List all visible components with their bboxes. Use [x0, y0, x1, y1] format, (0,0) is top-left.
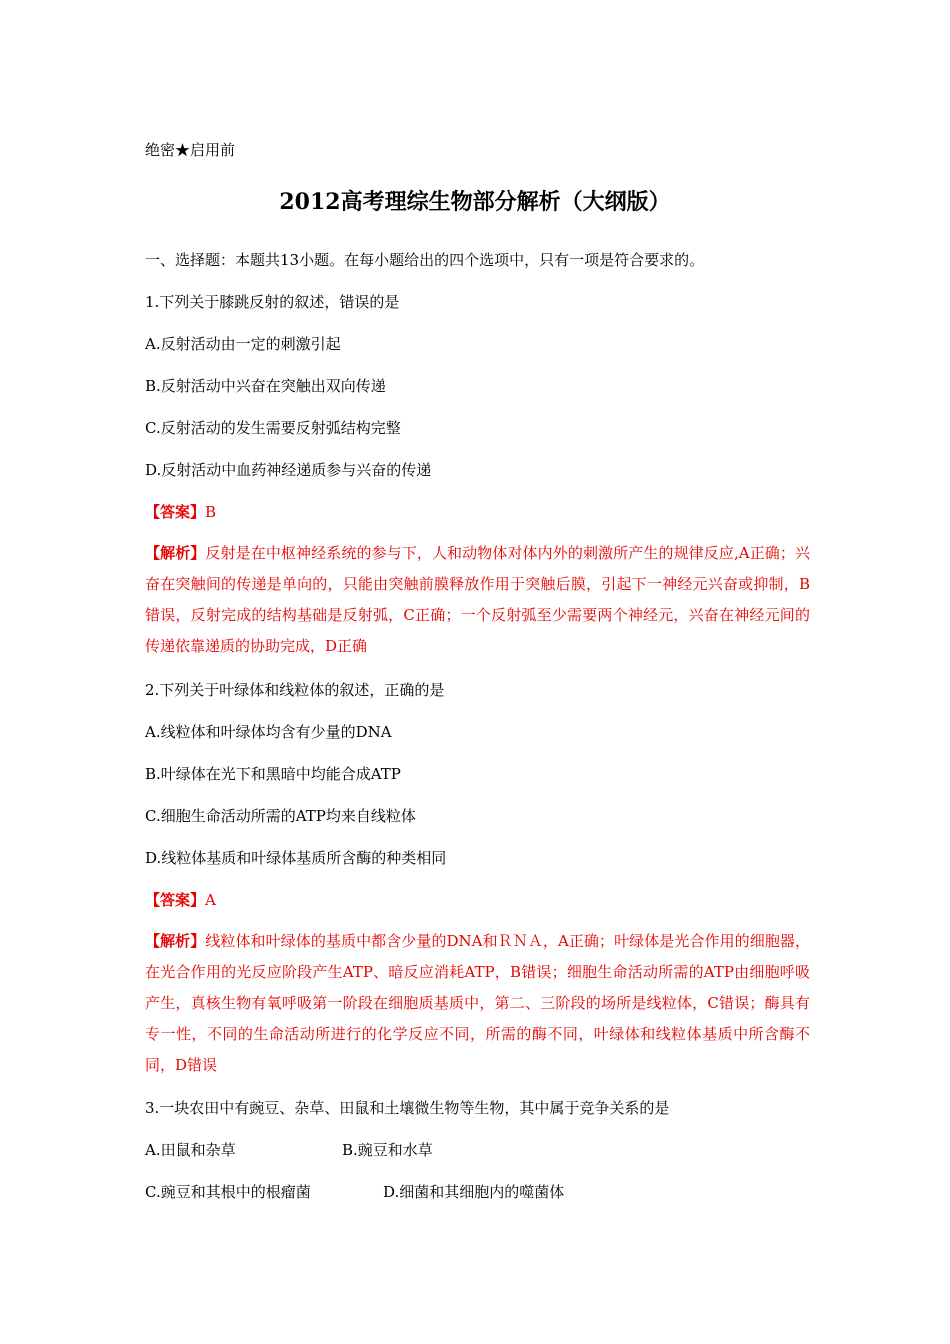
question-2-option-d: D.线粒体基质和叶绿体基质所含酶的种类相同: [145, 849, 447, 867]
question-1-stem: 1.下列关于膝跳反射的叙述，错误的是: [145, 293, 400, 311]
question-1-option-d: D.反射活动中血药神经递质参与兴奋的传递: [145, 461, 432, 479]
analysis-label: 【解析】: [145, 544, 206, 562]
question-1-answer: [145, 502, 216, 522]
question-1-option-b: B.反射活动中兴奋在突触出双向传递: [145, 377, 386, 395]
question-3-option-d: D.细菌和其细胞内的噬菌体: [383, 1183, 565, 1201]
answer-label: 【答案】: [145, 891, 206, 909]
answer-value: B: [205, 503, 217, 521]
question-2-option-c: C.细胞生命活动所需的ATP均来自线粒体: [145, 807, 416, 825]
secret-label: 绝密★启用前: [145, 141, 236, 159]
section-heading: 一、选择题：本题共13小题。在每小题给出的四个选项中，只有一项是符合要求的。: [145, 251, 705, 269]
answer-value: A: [205, 891, 216, 909]
question-3-option-a: A.田鼠和杂草: [145, 1141, 236, 1159]
question-2-answer: [145, 890, 216, 910]
question-1-option-c: C.反射活动的发生需要反射弧结构完整: [145, 419, 401, 437]
answer-label: 【答案】: [145, 503, 206, 521]
question-3-option-b: B.豌豆和水草: [342, 1141, 433, 1159]
analysis-label: 【解析】: [145, 932, 206, 950]
question-2-stem: 2.下列关于叶绿体和线粒体的叙述，正确的是: [145, 681, 445, 699]
question-1-option-a: A.反射活动由一定的刺激引起: [145, 335, 341, 353]
page-title: 2012高考理综生物部分解析（大纲版）: [279, 189, 671, 215]
question-2-option-b: B.叶绿体在光下和黑暗中均能合成ATP: [145, 765, 401, 783]
analysis-text: 线粒体和叶绿体的基质中都含少量的DNA和ＲＮＡ，A正确；叶绿体是光合作用的细胞器，在光合作用的光反应阶段产生ATP、暗反应消耗ATP，B错误；细胞生命活动所需的ATP由细胞呼吸产生，真核生物有氧呼吸第一阶段在细胞质基质中，第二、三阶段的场所是线粒体，C错误；酶具有专一性，不同的生命活动所进行的化学反应不同，所需的酶不同，叶绿体和线粒体基质中所含酶不同，D错误: [145, 932, 810, 1074]
question-3-option-c: C.豌豆和其根中的根瘤菌: [145, 1183, 311, 1201]
analysis-text: 反射是在中枢神经系统的参与下，人和动物体对体内外的刺激所产生的规律反应,A正确；兴奋在突触间的传递是单向的，只能由突触前膜释放作用于突触后膜，引起下一神经元兴奋或抑制，B错误，反射完成的结构基础是反射弧，C正确；一个反射弧至少需要两个神经元，兴奋在神经元间的传递依靠递质的协助完成，D正确: [145, 544, 810, 655]
question-2-analysis: [145, 926, 810, 1081]
question-3-stem: 3.一块农田中有豌豆、杂草、田鼠和土壤微生物等生物，其中属于竞争关系的是: [145, 1099, 670, 1117]
question-2-option-a: A.线粒体和叶绿体均含有少量的DNA: [145, 723, 392, 741]
question-1-analysis: [145, 538, 810, 662]
